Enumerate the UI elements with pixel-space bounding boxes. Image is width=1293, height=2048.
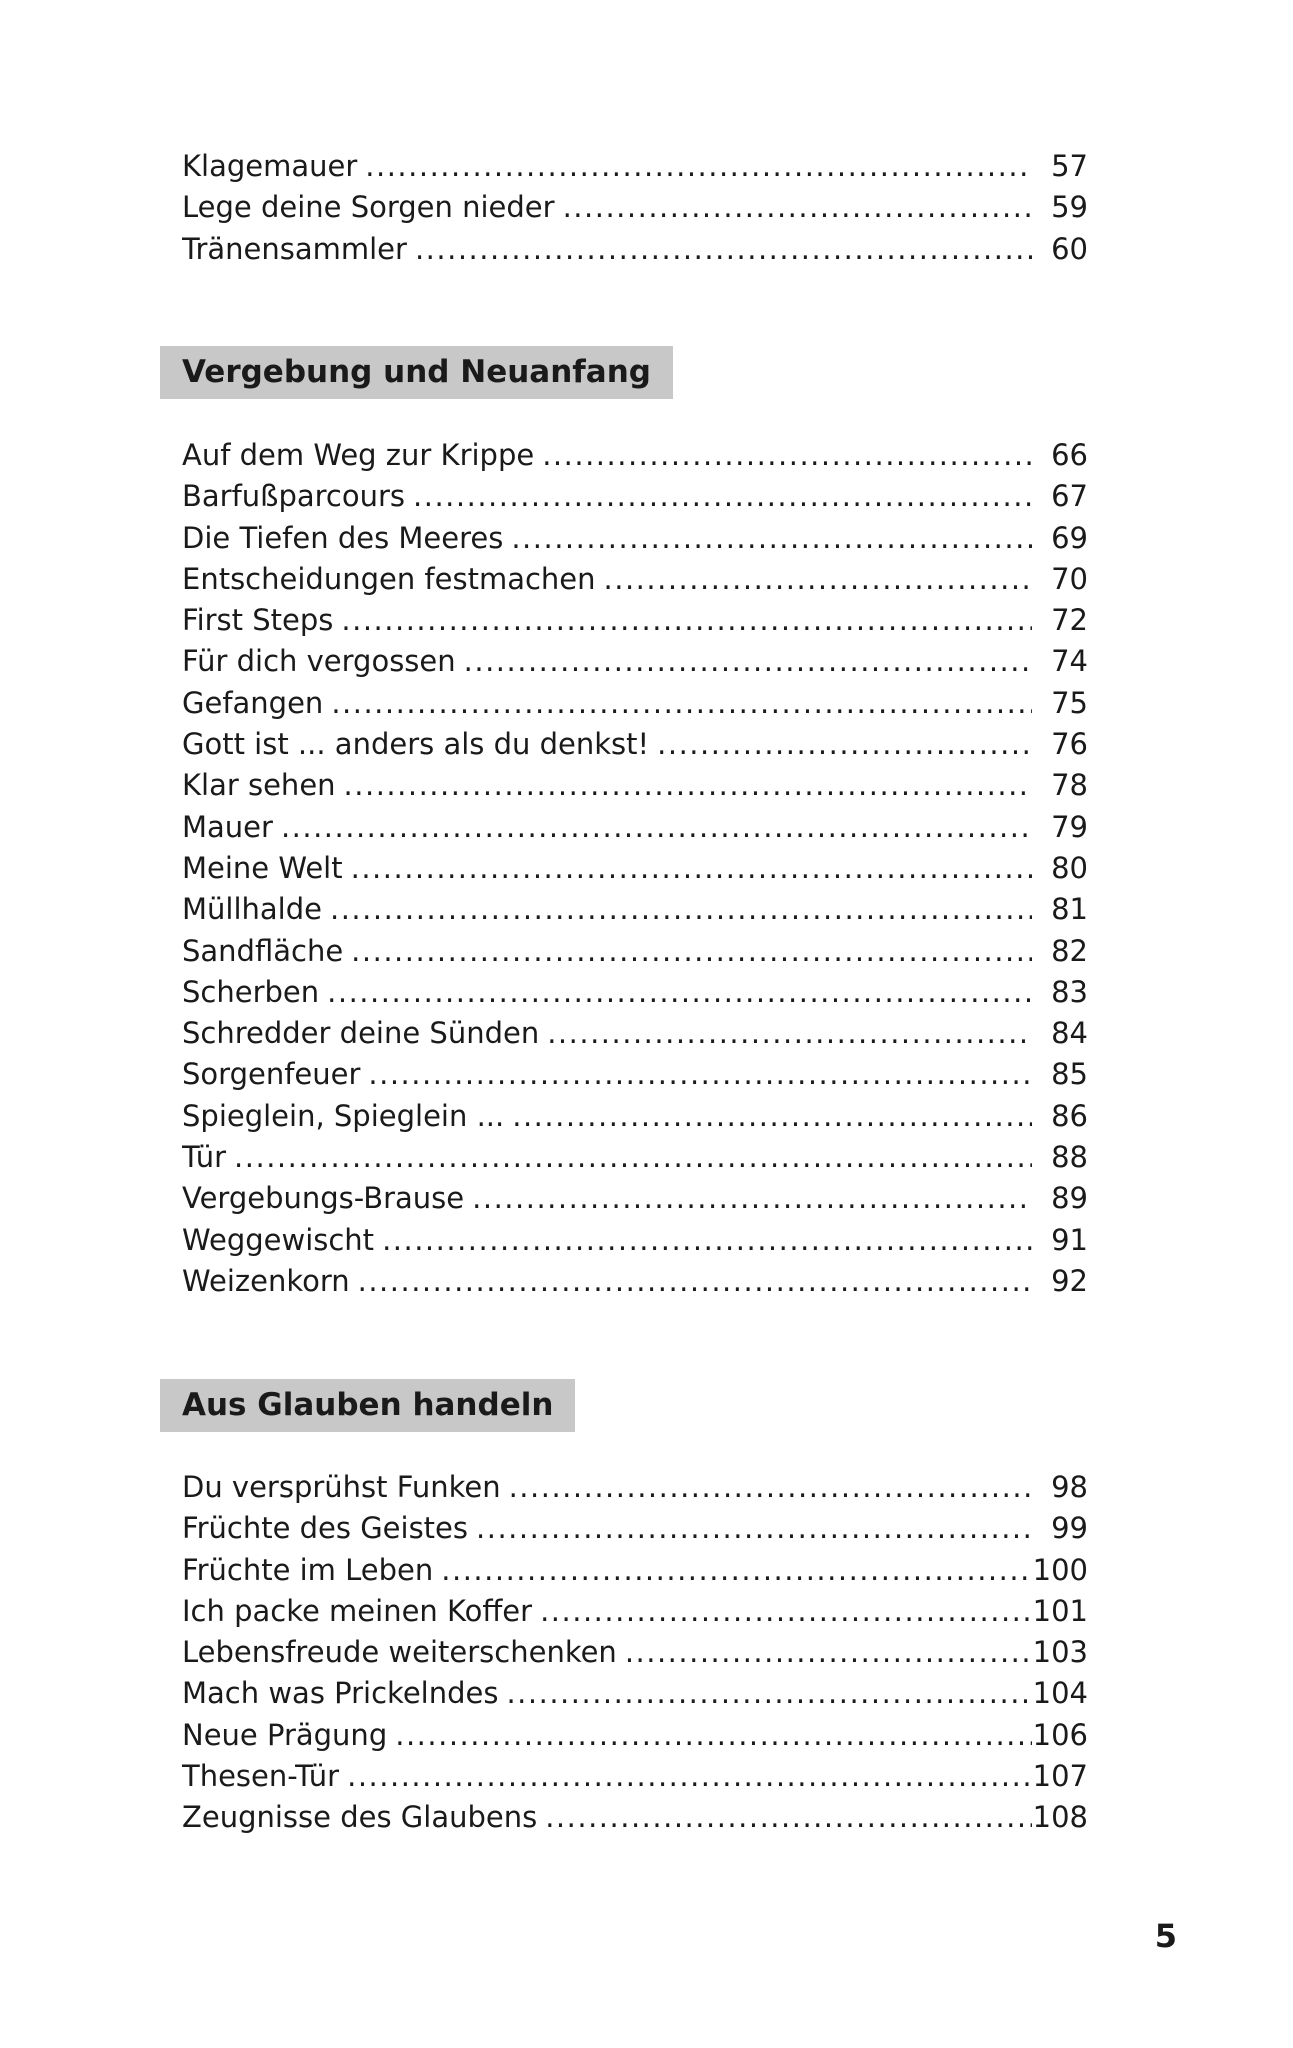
toc-entry[interactable] <box>182 889 1088 930</box>
toc-entry-title: Zeugnisse des Glaubens <box>182 1800 538 1835</box>
toc-entry-title: Ich packe meinen Koffer <box>182 1593 533 1628</box>
dot-leader <box>512 1096 1032 1137</box>
toc-entry-page: 80 <box>1051 850 1088 885</box>
toc-entry-title: Entscheidungen festmachen <box>182 561 596 596</box>
toc-entry[interactable] <box>182 848 1088 889</box>
toc-entry-title: Schredder deine Sünden <box>182 1016 540 1051</box>
toc-entry-page: 69 <box>1051 520 1088 555</box>
dot-leader <box>331 683 1032 724</box>
dot-leader <box>540 1591 1032 1632</box>
toc-list-glauben <box>182 1467 1088 1839</box>
dot-leader <box>506 1673 1032 1714</box>
toc-entry-page: 78 <box>1051 768 1088 803</box>
toc-entry-page: 98 <box>1051 1470 1088 1504</box>
toc-entry[interactable] <box>182 559 1088 600</box>
toc-entry[interactable] <box>182 807 1088 848</box>
toc-entry[interactable] <box>182 1508 1088 1549</box>
toc-entry-title: Lebensfreude weiterschenken <box>182 1635 617 1670</box>
toc-entry[interactable] <box>182 146 1088 187</box>
toc-entry-title: Müllhalde <box>182 892 322 927</box>
toc-entry-page: 74 <box>1051 644 1088 679</box>
dot-leader <box>413 476 1032 517</box>
toc-entry-title: Vergebungs-Brause <box>182 1181 465 1216</box>
toc-entry[interactable] <box>182 476 1088 517</box>
toc-entry-title: Neue Prägung <box>182 1717 388 1752</box>
toc-entry-page: 76 <box>1051 727 1088 762</box>
toc-entry-page: 57 <box>1051 149 1088 183</box>
section-heading-glauben: Aus Glauben handeln <box>160 1379 575 1432</box>
toc-entry[interactable] <box>182 972 1088 1013</box>
toc-entry-page: 91 <box>1051 1222 1088 1257</box>
toc-entry-title: First Steps <box>182 603 334 638</box>
dot-leader <box>281 807 1032 848</box>
toc-entry[interactable] <box>182 683 1088 724</box>
toc-entry[interactable] <box>182 724 1088 765</box>
dot-leader <box>358 1261 1032 1302</box>
dot-leader <box>464 641 1032 682</box>
toc-entry-page: 106 <box>1032 1717 1088 1752</box>
toc-entry-page: 59 <box>1051 190 1088 225</box>
toc-entry[interactable] <box>182 641 1088 682</box>
toc-entry[interactable] <box>182 1137 1088 1178</box>
toc-entry[interactable] <box>182 1550 1088 1591</box>
page-number: 5 <box>1154 1917 1177 1955</box>
toc-entry[interactable] <box>182 1591 1088 1632</box>
toc-entry[interactable] <box>182 765 1088 806</box>
toc-entry-page: 85 <box>1051 1057 1088 1092</box>
toc-entry-page: 89 <box>1051 1181 1088 1216</box>
toc-entry-page: 75 <box>1051 685 1088 720</box>
dot-leader <box>545 1797 1032 1838</box>
toc-entry-title: Gefangen <box>182 685 324 720</box>
toc-entry[interactable] <box>182 435 1088 476</box>
toc-entry-page: 79 <box>1051 809 1088 844</box>
dot-leader <box>511 518 1032 559</box>
toc-entry-title: Barfußparcours <box>182 479 406 514</box>
toc-entry-title: Sandfläche <box>182 933 344 968</box>
toc-entry-page: 88 <box>1051 1140 1088 1175</box>
toc-entry[interactable] <box>182 1096 1088 1137</box>
dot-leader <box>234 1137 1032 1178</box>
toc-entry[interactable] <box>182 1715 1088 1756</box>
toc-entry-title: Sorgenfeuer <box>182 1057 361 1092</box>
toc-entry-title: Die Tiefen des Meeres <box>182 520 504 555</box>
dot-leader <box>604 559 1032 600</box>
toc-list-top <box>182 146 1088 270</box>
toc-entry-title: Für dich vergossen <box>182 644 456 679</box>
toc-entry[interactable] <box>182 229 1088 270</box>
dot-leader <box>395 1715 1032 1756</box>
dot-leader <box>382 1220 1032 1261</box>
toc-entry[interactable] <box>182 600 1088 641</box>
toc-entry-title: Weizenkorn <box>182 1263 350 1298</box>
dot-leader <box>365 146 1032 187</box>
toc-entry[interactable] <box>182 1261 1088 1302</box>
toc-entry[interactable] <box>182 187 1088 228</box>
toc-entry[interactable] <box>182 1797 1088 1838</box>
toc-entry-page: 70 <box>1051 561 1088 596</box>
toc-entry-page: 66 <box>1051 438 1088 472</box>
toc-entry-title: Klar sehen <box>182 768 336 803</box>
dot-leader <box>351 931 1032 972</box>
toc-list-vergebung <box>182 435 1088 1302</box>
dot-leader <box>563 187 1032 228</box>
dot-leader <box>368 1054 1032 1095</box>
toc-entry[interactable] <box>182 1673 1088 1714</box>
dot-leader <box>472 1178 1032 1219</box>
toc-entry-title: Tränensammler <box>182 231 407 266</box>
toc-entry-title: Meine Welt <box>182 850 343 885</box>
toc-entry[interactable] <box>182 1178 1088 1219</box>
toc-entry-page: 108 <box>1032 1800 1088 1835</box>
dot-leader <box>476 1508 1032 1549</box>
toc-entry-title: Auf dem Weg zur Krippe <box>182 438 535 472</box>
dot-leader <box>330 889 1032 930</box>
toc-entry-page: 82 <box>1051 933 1088 968</box>
dot-leader <box>351 848 1032 889</box>
dot-leader <box>341 600 1032 641</box>
toc-entry[interactable] <box>182 1756 1088 1797</box>
toc-entry-page: 81 <box>1051 892 1088 927</box>
toc-entry-page: 103 <box>1032 1635 1088 1670</box>
toc-entry[interactable] <box>182 1054 1088 1095</box>
toc-entry-page: 86 <box>1051 1098 1088 1133</box>
toc-entry-title: Gott ist ... anders als du denkst! <box>182 727 650 762</box>
toc-entry-title: Mach was Prickelndes <box>182 1676 499 1711</box>
toc-entry-title: Mauer <box>182 809 273 844</box>
dot-leader <box>542 435 1032 476</box>
dot-leader <box>415 229 1032 270</box>
toc-entry-page: 107 <box>1032 1759 1088 1794</box>
toc-entry-page: 72 <box>1051 603 1088 638</box>
toc-entry[interactable] <box>182 1220 1088 1261</box>
toc-entry-page: 101 <box>1032 1593 1088 1628</box>
toc-entry[interactable] <box>182 1632 1088 1673</box>
toc-entry[interactable] <box>182 1467 1088 1508</box>
toc-entry-title: Früchte im Leben <box>182 1552 434 1587</box>
toc-entry[interactable] <box>182 518 1088 559</box>
toc-entry-page: 104 <box>1032 1676 1088 1711</box>
toc-entry[interactable] <box>182 931 1088 972</box>
toc-entry-page: 83 <box>1051 974 1088 1009</box>
toc-entry[interactable] <box>182 1013 1088 1054</box>
dot-leader <box>625 1632 1032 1673</box>
toc-entry-title: Tür <box>182 1140 227 1175</box>
dot-leader <box>327 972 1032 1013</box>
toc-entry-title: Weggewischt <box>182 1222 375 1257</box>
dot-leader <box>547 1013 1032 1054</box>
toc-entry-page: 92 <box>1051 1263 1088 1298</box>
toc-entry-page: 67 <box>1051 479 1088 514</box>
dot-leader <box>441 1550 1032 1591</box>
dot-leader <box>509 1467 1032 1508</box>
toc-entry-title: Spieglein, Spieglein ... <box>182 1098 505 1133</box>
toc-entry-title: Lege deine Sorgen nieder <box>182 190 555 225</box>
toc-entry-title: Früchte des Geistes <box>182 1511 469 1546</box>
toc-entry-title: Klagemauer <box>182 149 358 183</box>
toc-entry-title: Thesen-Tür <box>182 1759 340 1794</box>
dot-leader <box>657 724 1032 765</box>
toc-entry-page: 84 <box>1051 1016 1088 1051</box>
toc-entry-page: 100 <box>1032 1552 1088 1587</box>
toc-entry-page: 99 <box>1051 1511 1088 1546</box>
dot-leader <box>344 765 1032 806</box>
toc-entry-title: Du versprühst Funken <box>182 1470 501 1504</box>
section-heading-vergebung: Vergebung und Neuanfang <box>160 346 673 399</box>
toc-entry-title: Scherben <box>182 974 320 1009</box>
dot-leader <box>347 1756 1032 1797</box>
toc-entry-page: 60 <box>1051 231 1088 266</box>
